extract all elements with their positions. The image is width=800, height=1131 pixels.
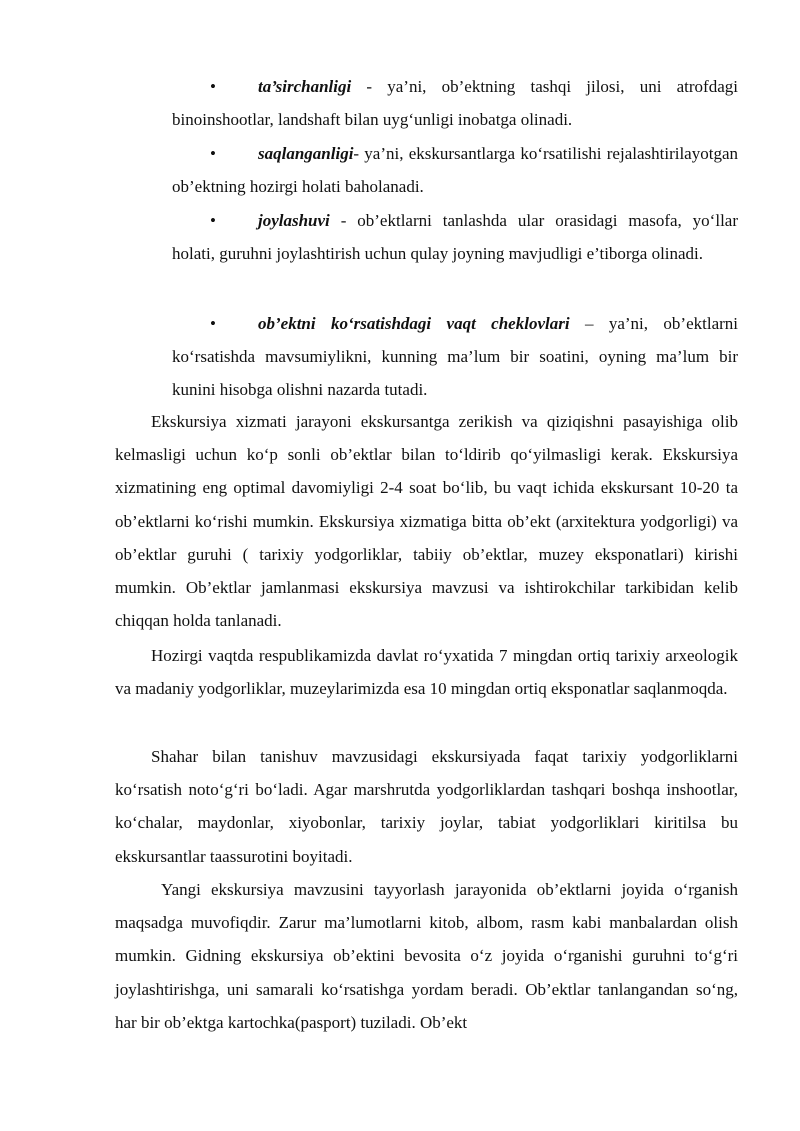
bullet-item-vaqt-cheklovlari <box>172 307 738 406</box>
bullet-term: saqlanganligi <box>258 144 354 163</box>
bullet-term: ta’sirchanligi <box>258 77 352 96</box>
bullet-term: joylashuvi <box>258 211 330 230</box>
bullet-marker: • <box>210 314 216 333</box>
paragraph-yangi-ekskursiya: Yangi ekskursiya mavzusini tayyorlash jarayonida ob’ektlarni joyida o‘rganish maqsadga muvofiqdir. Zarur ma’lumotlarni kitob, albom, rasm kabi manbalardan olish mumkin. Gidning ekskursiya ob’ektini bevosita o‘z joyida o‘rganishi guruhni to‘g‘ri joylashtirishga, uni samarali ko‘rsatishga yordam beradi. Ob’ektlar tanlangandan so‘ng, har bir ob’ektga kartochka(pasport) tuziladi. Ob’ekt <box>115 880 738 1032</box>
bullet-text: - ya’ni, ekskursantlarga ko‘rsatilishi rejalashtirilayotgan ob’ektning hozirgi holati baholanadi. <box>172 144 738 196</box>
bullet-item-saqlanganligi <box>172 137 738 203</box>
paragraph-shahar-bilan: Shahar bilan tanishuv mavzusidagi ekskursiyada faqat tarixiy yodgorliklarni ko‘rsatish noto‘g‘ri bo‘ladi. Agar marshrutda yodgorliklardan tashqari boshqa inshootlar, ko‘chalar, maydonlar, xiyobonlar, tarixiy joylar, tabiat yodgorliklari kiritilsa bu ekskursantlar taassurotini boyitadi. <box>115 747 738 866</box>
bullet-term: ob’ektni ko‘rsatishdagi vaqt cheklovlari <box>258 314 570 333</box>
bullet-text: - ya’ni, ob’ektning tashqi jilosi, uni atrofdagi binoinshootlar, landshaft bilan uyg‘unligi inobatga olinadi. <box>172 77 738 129</box>
bullet-text: – ya’ni, ob’ektlarni ko‘rsatishda mavsumiylikni, kunning ma’lum bir soatini, oyning ma’lum bir kunini hisobga olishni nazarda tutadi. <box>172 314 738 399</box>
paragraph-ekskursiya-xizmati: Ekskursiya xizmati jarayoni ekskursantga zerikish va qiziqishni pasayishiga olib kelmasligi uchun ko‘p sonli ob’ektlar bilan to‘ldirib qo‘yilmasligi kerak. Ekskursiya xizmatining eng optimal davomiyligi 2-4 soat bo‘lib, bu vaqt ichida ekskursant 10-20 ta ob’ektlarni ko‘rishi mumkin. Ekskursiya xizmatiga bitta ob’ekt (arxitektura yodgorligi) va ob’ektlar guruhi ( tarixiy yodgorliklar, tabiiy ob’ektlar, muzey eksponatlari) kirishi mumkin. Ob’ektlar jamlanmasi ekskursiya mavzusi va ishtirokchilar tarkibidan kelib chiqqan holda tanlanadi. <box>115 412 738 631</box>
bullet-item-tasirchanligi <box>172 70 738 136</box>
bullet-marker: • <box>210 77 216 96</box>
bullet-marker: • <box>210 211 216 230</box>
bullet-text: - ob’ektlarni tanlashda ular orasidagi masofa, yo‘llar holati, guruhni joylashtirish uchun qulay joyning mavjudligi e’tiborga olinadi. <box>172 211 738 263</box>
bullet-marker: • <box>210 144 216 163</box>
bullet-item-joylashuvi <box>172 204 738 270</box>
paragraph-hozirgi-vaqtda: Hozirgi vaqtda respublikamizda davlat ro‘yxatida 7 mingdan ortiq tarixiy arxeologik va madaniy yodgorliklar, muzeylarimizda esa 10 mingdan ortiq eksponatlar saqlanmoqda. <box>115 646 738 699</box>
